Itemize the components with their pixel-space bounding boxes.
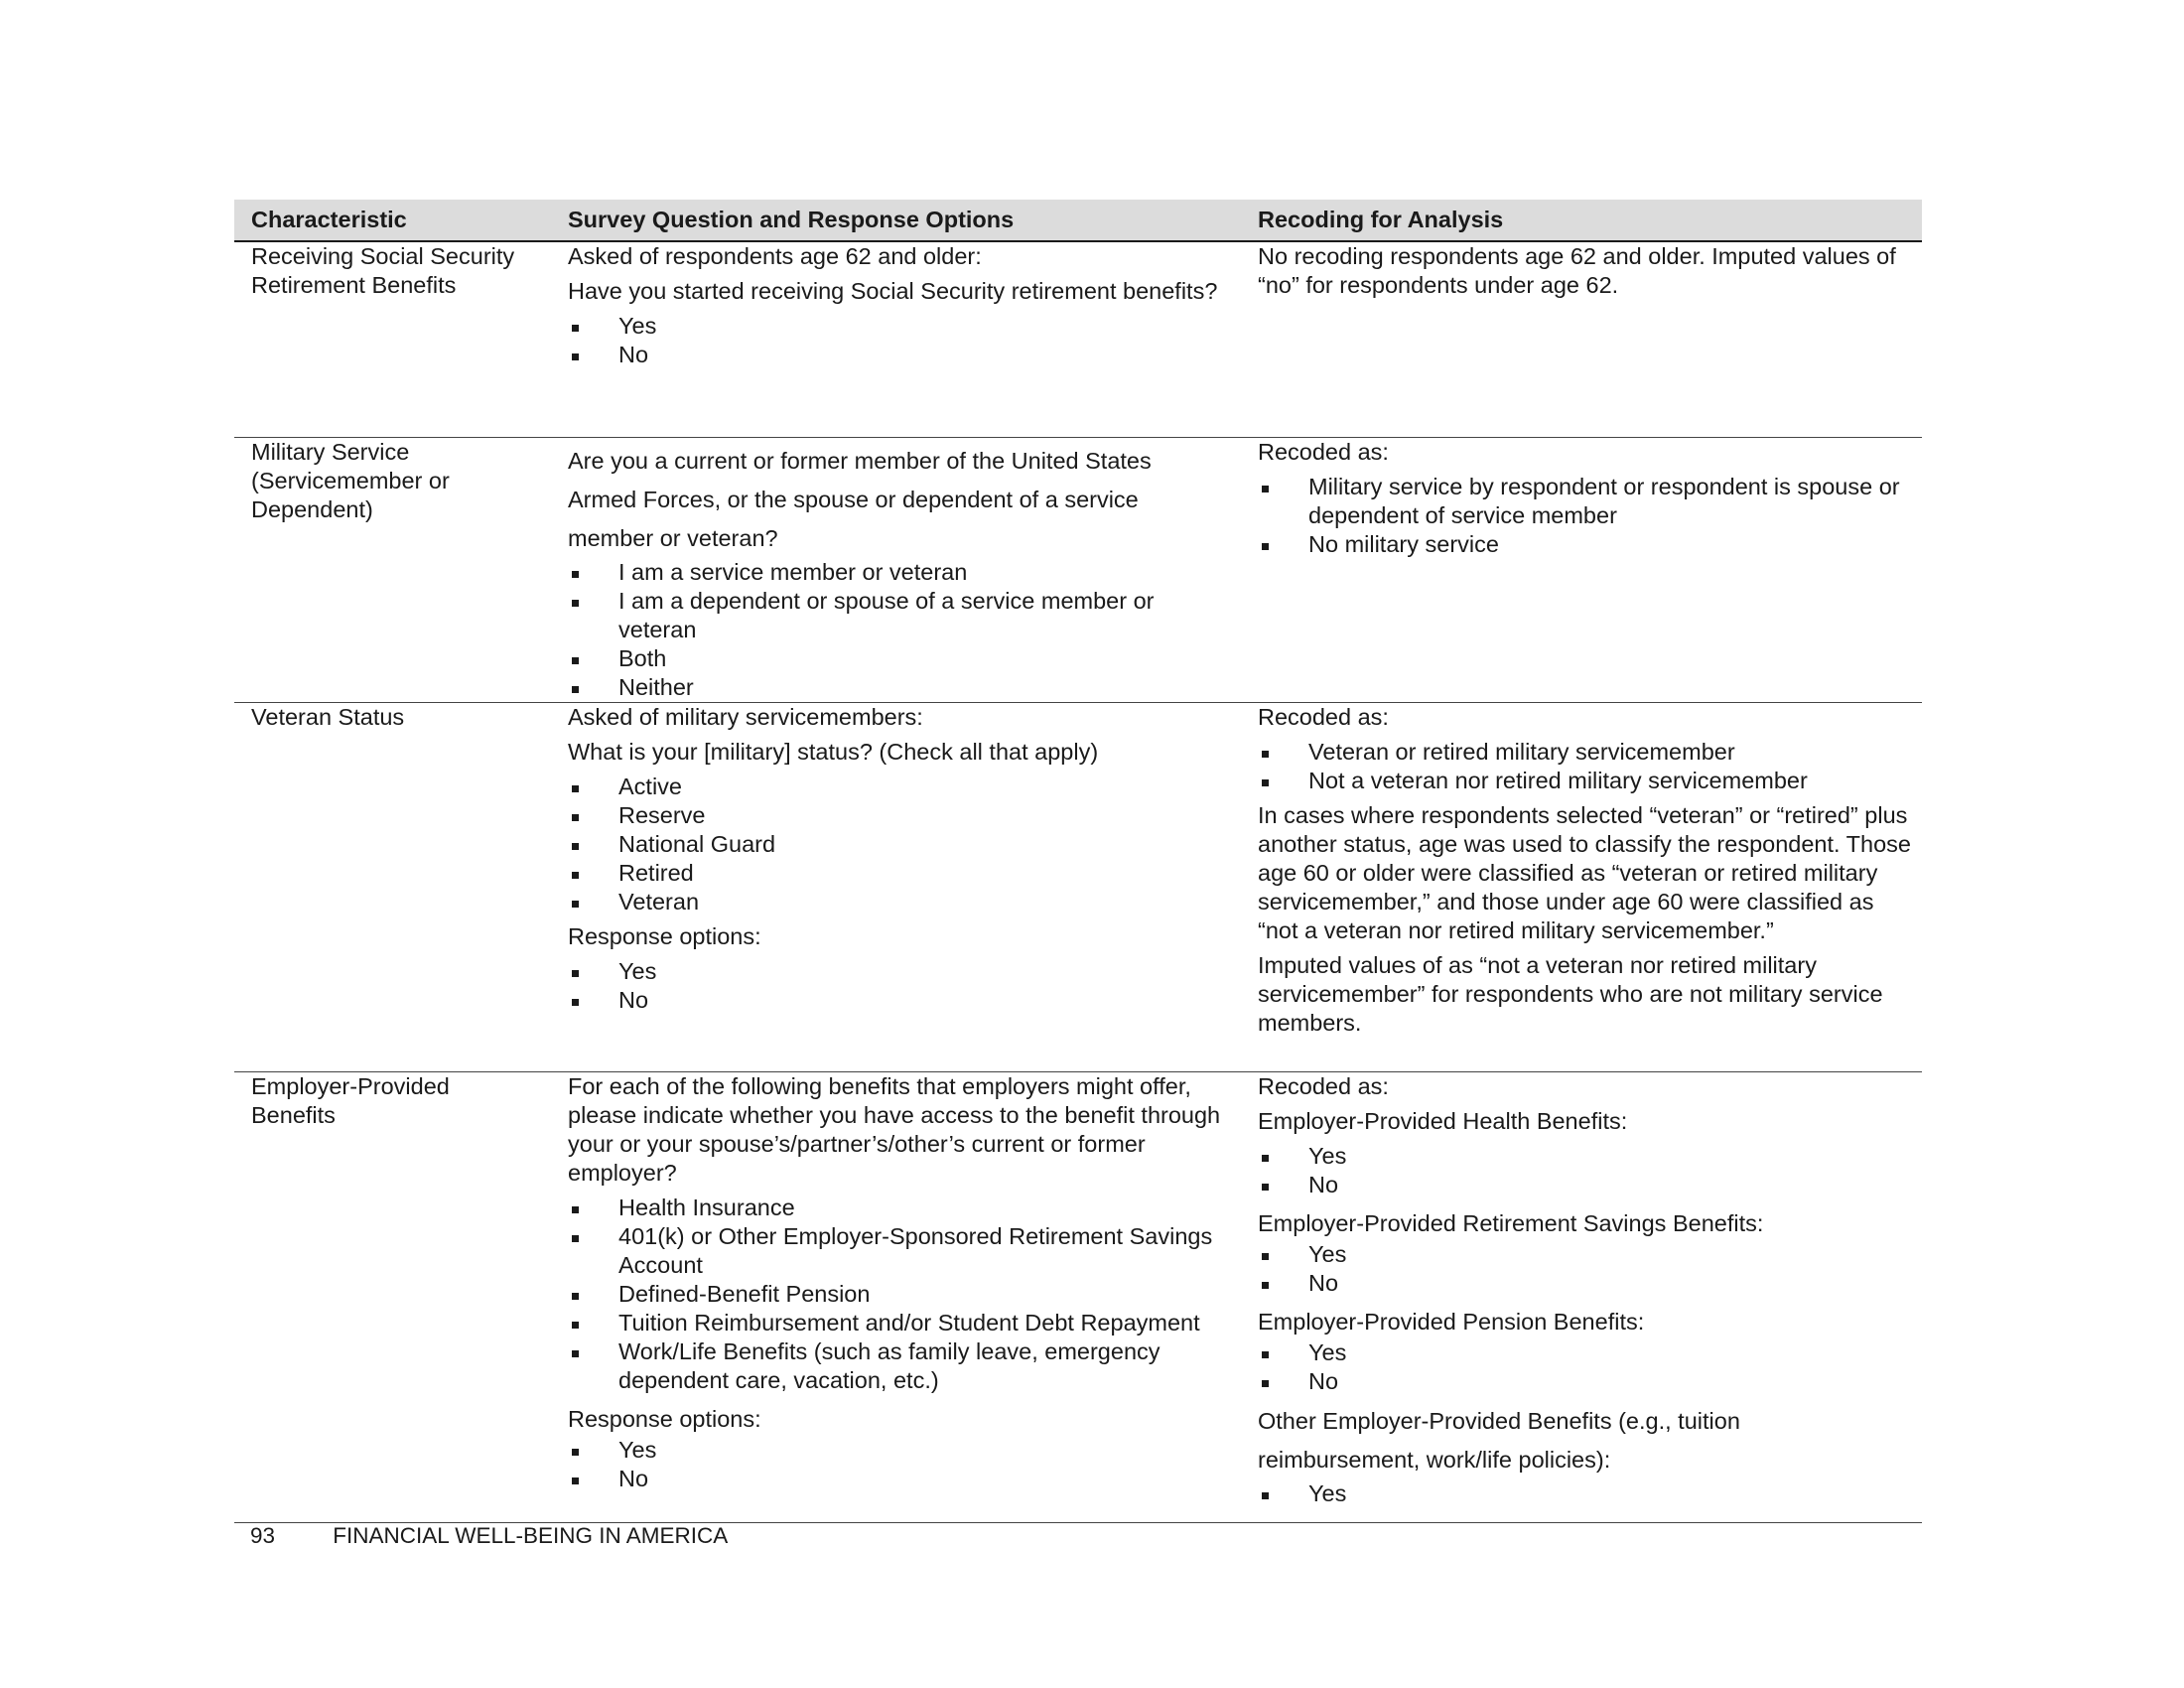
group-title-line: reimbursement, work/life policies):	[1258, 1446, 1611, 1473]
table-row	[234, 241, 1922, 437]
list-item: National Guard	[568, 830, 1233, 859]
list-item: Work/Life Benefits (such as family leave, emergency dependent care, vacation, etc.)	[568, 1337, 1233, 1395]
characteristic-line: Retirement Benefits	[251, 272, 457, 298]
option-list	[1258, 738, 1914, 795]
characteristic-line: Veteran Status	[251, 703, 405, 730]
option-list	[1258, 1479, 1914, 1508]
response-list	[568, 957, 1233, 1015]
recoding-cell	[1241, 1071, 1922, 1522]
response-label: Response options:	[568, 1405, 761, 1432]
list-item: No	[568, 1465, 1233, 1493]
question-line: Armed Forces, or the spouse or dependent of a service	[568, 486, 1139, 512]
option-list	[1258, 1240, 1914, 1298]
recoding-label: Recoded as:	[1258, 438, 1389, 465]
recoding-label: Recoded as:	[1258, 1072, 1389, 1099]
list-item: Yes	[1258, 1479, 1914, 1508]
question-intro: Asked of military servicemembers:	[568, 703, 923, 730]
question-text: For each of the following benefits that employers might offer, please indicate whether you have access to the benefit through your or your spouse’s/partner’s/other’s current or former employer?	[568, 1072, 1221, 1186]
list-item: No	[568, 341, 1233, 369]
option-list	[1258, 1142, 1914, 1199]
list-item: No	[1258, 1171, 1914, 1199]
characteristic-cell	[234, 702, 551, 1071]
list-item: Not a veteran nor retired military servicemember	[1258, 767, 1914, 795]
list-item: Yes	[1258, 1142, 1914, 1171]
list-item: Yes	[568, 312, 1233, 341]
question-cell	[551, 1071, 1241, 1522]
footer-title: FINANCIAL WELL-BEING IN AMERICA	[333, 1523, 729, 1548]
recoding-text: No recoding respondents age 62 and older. Imputed values of “no” for respondents under age 62.	[1258, 243, 1896, 298]
question-text: What is your [military] status? (Check all that apply)	[568, 738, 1099, 765]
header-recoding: Recoding for Analysis	[1241, 200, 1922, 241]
document-page	[234, 200, 1922, 1523]
list-item: Health Insurance	[568, 1194, 1233, 1222]
option-list	[1258, 1338, 1914, 1396]
option-list	[568, 773, 1233, 916]
characteristic-cell	[234, 1071, 551, 1522]
group-title: Employer-Provided Pension Benefits:	[1258, 1308, 1645, 1335]
list-item: Yes	[568, 1436, 1233, 1465]
list-item: Defined-Benefit Pension	[568, 1280, 1233, 1309]
question-cell	[551, 437, 1241, 702]
list-item: Yes	[1258, 1240, 1914, 1269]
table-header-row	[234, 200, 1922, 241]
characteristic-line: Benefits	[251, 1101, 336, 1128]
list-item: I am a service member or veteran	[568, 558, 1233, 587]
list-item: Veteran or retired military servicemember	[1258, 738, 1914, 767]
page-number: 93	[250, 1523, 276, 1548]
list-item: Yes	[568, 957, 1233, 986]
list-item: I am a dependent or spouse of a service member or veteran	[568, 587, 1233, 644]
question-text: Have you started receiving Social Security retirement benefits?	[568, 278, 1218, 304]
question-cell	[551, 702, 1241, 1071]
page-footer	[250, 1521, 728, 1550]
option-list	[568, 312, 1233, 369]
recoding-label: Recoded as:	[1258, 703, 1389, 730]
table-row	[234, 437, 1922, 702]
header-characteristic: Characteristic	[234, 200, 551, 241]
option-list	[568, 1194, 1233, 1395]
question-line: Are you a current or former member of the United States	[568, 447, 1152, 474]
characteristic-cell	[234, 241, 551, 437]
response-label: Response options:	[568, 922, 761, 949]
recoding-note: In cases where respondents selected “veteran” or “retired” plus another status, age was used to classify the respondent. Those age 60 or older were classified as “veteran or retired military servicemember,” and those under age 60 were classified as “not a veteran nor retired military servicemember.”	[1258, 801, 1911, 943]
table-row	[234, 1071, 1922, 1522]
question-line: member or veteran?	[568, 524, 778, 551]
header-survey-question: Survey Question and Response Options	[551, 200, 1241, 241]
recoding-note: Imputed values of as “not a veteran nor retired military servicemember” for respondents who are not military service members.	[1258, 951, 1883, 1036]
option-list	[1258, 473, 1914, 559]
list-item: No	[568, 986, 1233, 1015]
response-list	[568, 1436, 1233, 1493]
list-item: 401(k) or Other Employer-Sponsored Retirement Savings Account	[568, 1222, 1233, 1280]
variables-table	[234, 200, 1922, 1523]
question-cell	[551, 241, 1241, 437]
characteristic-line: (Servicemember or	[251, 467, 450, 493]
group-title: Employer-Provided Retirement Savings Benefits:	[1258, 1209, 1764, 1236]
list-item: Yes	[1258, 1338, 1914, 1367]
list-item: Tuition Reimbursement and/or Student Debt Repayment	[568, 1309, 1233, 1337]
list-item: No military service	[1258, 530, 1914, 559]
option-list	[568, 558, 1233, 702]
group-title: Employer-Provided Health Benefits:	[1258, 1107, 1628, 1134]
group-title-line: Other Employer-Provided Benefits (e.g., tuition	[1258, 1407, 1740, 1434]
recoding-cell	[1241, 702, 1922, 1071]
question-intro: Asked of respondents age 62 and older:	[568, 243, 982, 269]
list-item: Reserve	[568, 801, 1233, 830]
table-row	[234, 702, 1922, 1071]
characteristic-cell	[234, 437, 551, 702]
characteristic-line: Dependent)	[251, 495, 373, 522]
list-item: Retired	[568, 859, 1233, 888]
list-item: Active	[568, 773, 1233, 801]
list-item: No	[1258, 1269, 1914, 1298]
list-item: Military service by respondent or respondent is spouse or dependent of service member	[1258, 473, 1914, 530]
characteristic-line: Receiving Social Security	[251, 243, 515, 269]
list-item: No	[1258, 1367, 1914, 1396]
list-item: Veteran	[568, 888, 1233, 916]
characteristic-line: Employer-Provided	[251, 1072, 450, 1099]
recoding-cell	[1241, 241, 1922, 437]
characteristic-line: Military Service	[251, 438, 410, 465]
recoding-cell	[1241, 437, 1922, 702]
list-item: Both	[568, 644, 1233, 673]
list-item: Neither	[568, 673, 1233, 702]
